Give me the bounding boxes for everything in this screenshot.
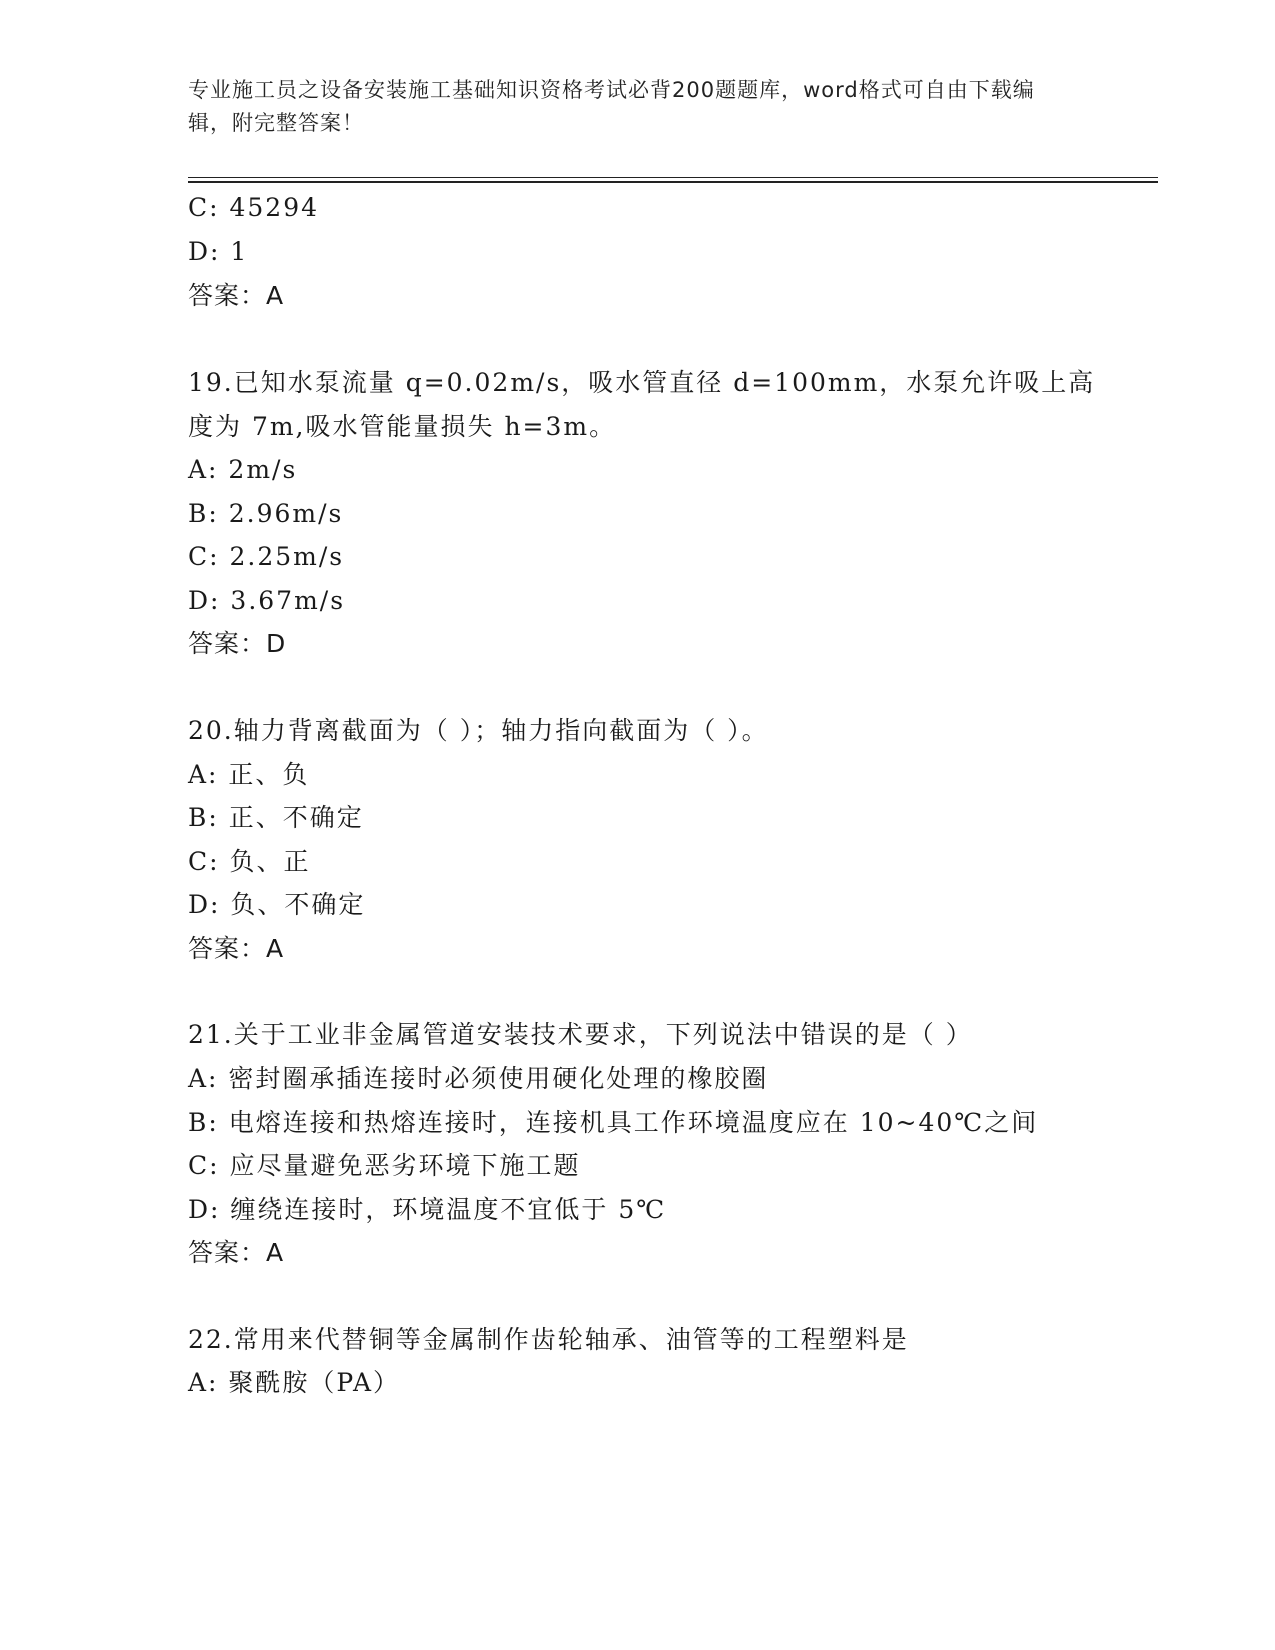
option-d: D: 1 [188, 237, 249, 266]
option-b: B: 电熔连接和热熔连接时，连接机具工作环境温度应在 10~40℃之间 [188, 1108, 1039, 1137]
option-c: C: 45294 [188, 193, 320, 222]
option-a: A: 2m/s [188, 455, 298, 484]
option-d: D: 缠绕连接时，环境温度不宜低于 5℃ [188, 1195, 667, 1224]
option-a: A: 密封圈承插连接时必须使用硬化处理的橡胶圈 [188, 1064, 769, 1093]
header-divider-thick [188, 181, 1158, 183]
option-b: B: 正、不确定 [188, 803, 364, 832]
question-stem-19-cont: 度为 7m,吸水管能量损失 h=3m。 [188, 412, 617, 441]
answer-line: 答案：A [188, 934, 285, 963]
answer-line: 答案：A [188, 1238, 285, 1267]
answer-line: 答案：A [188, 281, 285, 310]
question-stem-19: 19.已知水泵流量 q=0.02m/s，吸水管直径 d=100mm，水泵允许吸上高 [188, 368, 1096, 397]
question-stem-20: 20.轴力背离截面为（ ）；轴力指向截面为（ ）。 [188, 716, 769, 745]
option-c: C: 应尽量避免恶劣环境下施工题 [188, 1151, 581, 1180]
answer-line: 答案：D [188, 629, 287, 658]
option-c: C: 2.25m/s [188, 542, 345, 571]
option-a: A: 正、负 [188, 760, 310, 789]
option-d: D: 3.67m/s [188, 586, 346, 615]
question-stem-21: 21.关于工业非金属管道安装技术要求，下列说法中错误的是（ ） [188, 1020, 973, 1049]
option-b: B: 2.96m/s [188, 499, 344, 528]
document-header: 专业施工员之设备安装施工基础知识资格考试必背200题题库，word格式可自由下载编辑，附完整答案！ [188, 78, 1035, 135]
option-d: D: 负、不确定 [188, 890, 366, 919]
header-divider-thin [188, 177, 1158, 178]
option-c: C: 负、正 [188, 847, 311, 876]
question-stem-22: 22.常用来代替铜等金属制作齿轮轴承、油管等的工程塑料是 [188, 1325, 909, 1354]
option-a: A: 聚酰胺（PA） [188, 1368, 401, 1397]
